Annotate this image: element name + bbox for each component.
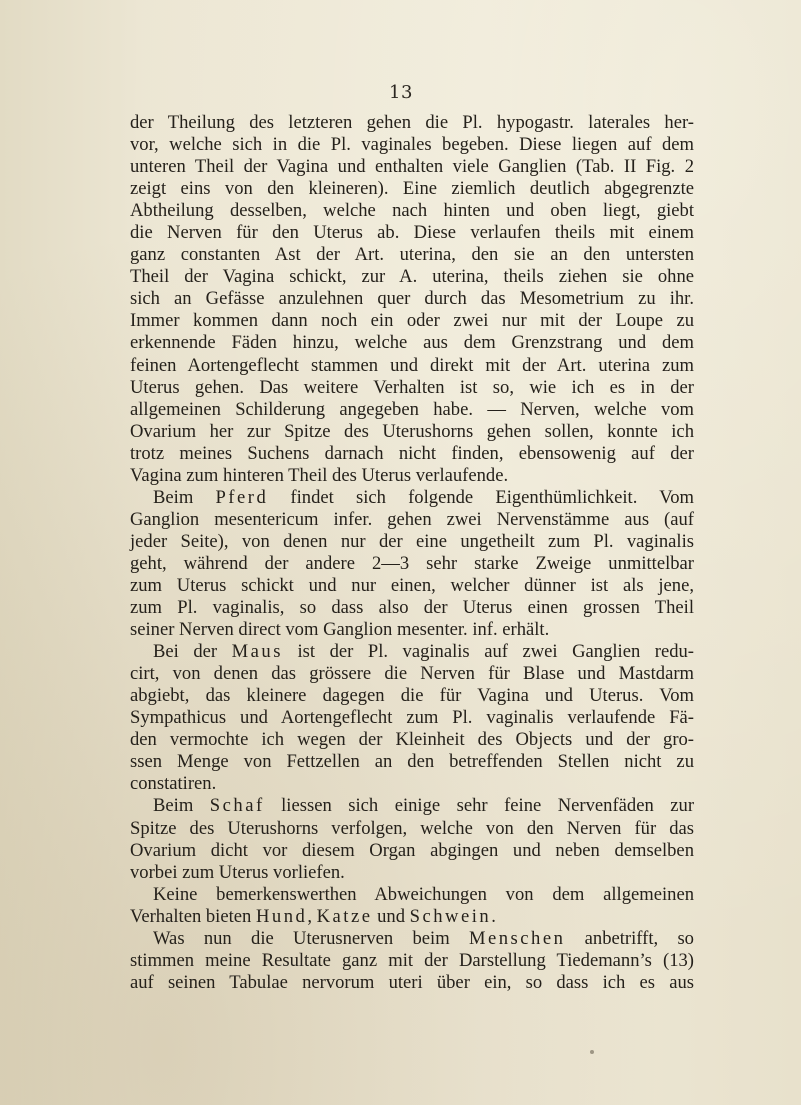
text-line: vorbei zum Uterus vorliefen. (130, 861, 345, 883)
text-line: Ganglion mesentericum infer. gehen zwei Nervenstämme aus (auf (130, 508, 694, 530)
line-prefix: Was nun die Uterusnerven beim (153, 927, 469, 949)
animal-name: Hund (255, 905, 308, 927)
paragraph (130, 795, 694, 883)
paragraph (130, 884, 694, 928)
text-line: Ovarium dicht vor diesem Organ abgingen und neben demselben (130, 839, 694, 861)
text-line: vor, welche sich in die Pl. vaginales begeben. Diese liegen auf dem (130, 134, 694, 156)
text-line (130, 795, 694, 817)
text-line: Spitze des Uterushorns verfolgen, welche von den Nerven für das (130, 817, 694, 839)
animal-name: Schwein (409, 905, 492, 927)
text-line: Immer kommen dann noch ein oder zwei nur mit der Loupe zu (130, 310, 694, 332)
line-mid: und (372, 905, 410, 927)
text-line: seiner Nerven direct vom Ganglion mesenter. inf. erhält. (130, 619, 550, 641)
text-line: die Nerven für den Uterus ab. Diese verlaufen theils mit einem (130, 222, 694, 244)
text-line: sich an Gefässe anzulehnen quer durch das Mesometrium zu ihr. (130, 288, 694, 310)
text-line: feinen Aortengeflecht stammen und direkt mit der Art. uterina zum (130, 354, 694, 376)
text-line: Uterus gehen. Das weitere Verhalten ist so, wie ich es in der (130, 376, 694, 398)
line-prefix: Beim (153, 486, 216, 508)
animal-name: Pferd (215, 486, 269, 508)
line-prefix: Bei der (153, 641, 232, 663)
text-line: zum Uterus schickt und nur einen, welcher dünner ist als jene, (130, 574, 694, 596)
line-mid: , (307, 905, 317, 927)
text-line: ssen Menge von Fettzellen an den betreffenden Stellen nicht zu (130, 751, 694, 773)
paragraph (130, 928, 694, 994)
animal-name: Maus (231, 641, 283, 663)
text-line: geht, während der andere 2—3 sehr starke Zweige unmittelbar (130, 552, 694, 574)
line-rest: ist der Pl. vaginalis auf zwei Ganglien redu- (282, 641, 694, 663)
page-number: 13 (389, 82, 413, 103)
text-line: trotz meines Suchens darnach nicht finden, ebensowenig auf der (130, 442, 694, 464)
line-rest: findet sich folgende Eigenthümlichkeit. Vom (268, 486, 694, 508)
text-line: jeder Seite), von denen nur der eine ungetheilt zum Pl. vaginalis (130, 530, 694, 552)
line-prefix: Beim (153, 795, 210, 817)
body-text (130, 112, 694, 994)
text-line: cirt, von denen das grössere die Nerven für Blase und Mastdarm (130, 663, 694, 685)
animal-name: Katze (316, 905, 373, 927)
text-line (130, 641, 694, 663)
text-line: constatiren. (130, 773, 217, 795)
line-rest: liessen sich einige sehr feine Nervenfäden zur (264, 795, 695, 817)
paragraph (130, 487, 694, 641)
text-line (130, 928, 694, 950)
animal-name: Schaf (209, 795, 265, 817)
text-line: auf seinen Tabulae nervorum uteri über ein, so dass ich es aus (130, 971, 694, 993)
text-line: allgemeinen Schilderung angegeben habe. — Nerven, welche vom (130, 398, 694, 420)
text-line: Sympathicus und Aortengeflecht zum Pl. vaginalis verlaufende Fä- (130, 707, 694, 729)
text-line: Keine bemerkenswerthen Abweichungen von dem allgemeinen (153, 883, 694, 905)
ink-speck (590, 1050, 594, 1054)
text-line: erkennende Fäden hinzu, welche aus dem Grenzstrang und dem (130, 332, 694, 354)
text-line: Abtheilung desselben, welche nach hinten und oben liegt, giebt (130, 200, 694, 222)
line-prefix: Verhalten bieten (130, 905, 256, 927)
text-line: ganz constanten Ast der Art. uterina, den sie an den untersten (130, 244, 694, 266)
text-line (130, 906, 694, 928)
paragraph (130, 641, 694, 795)
line-rest: . (491, 905, 496, 927)
text-line: stimmen meine Resultate ganz mit der Darstellung Tiedemann’s (13) (130, 949, 694, 971)
text-line: Vagina zum hinteren Theil des Uterus verlaufende. (130, 464, 509, 486)
text-line: Theil der Vagina schickt, zur A. uterina, theils ziehen sie ohne (130, 266, 694, 288)
paragraph (130, 112, 694, 487)
text-line: der Theilung des letzteren gehen die Pl. hypogastr. laterales her- (130, 112, 694, 133)
text-line: den vermochte ich wegen der Kleinheit des Objects und der gro- (130, 729, 694, 751)
text-line (130, 487, 694, 509)
subject-name: Menschen (468, 927, 566, 949)
text-line: abgiebt, das kleinere dagegen die für Vagina und Uterus. Vom (130, 685, 694, 707)
text-line: Ovarium her zur Spitze des Uterushorns gehen sollen, konnte ich (130, 420, 694, 442)
text-line: zeigt eins von den kleineren). Eine ziemlich deutlich abgegrenzte (130, 178, 694, 200)
text-line: unteren Theil der Vagina und enthalten viele Ganglien (Tab. II Fig. 2 (130, 156, 694, 178)
text-line: zum Pl. vaginalis, so dass also der Uterus einen grossen Theil (130, 597, 694, 619)
line-rest: anbetrifft, so (565, 927, 694, 949)
